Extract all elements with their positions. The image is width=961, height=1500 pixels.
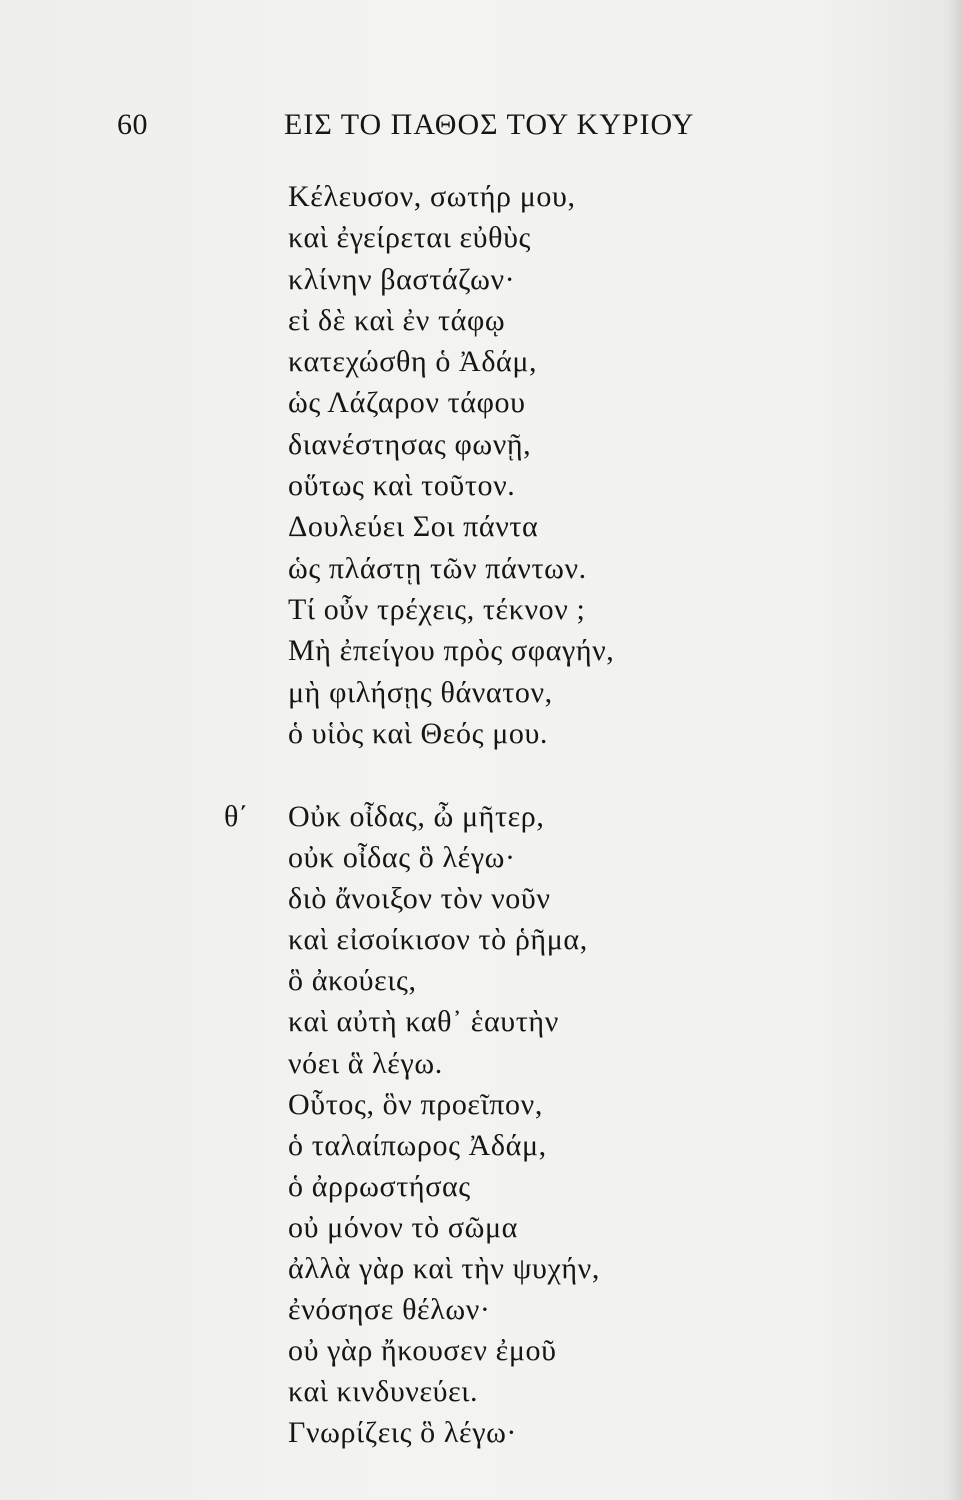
verse-line: διὸ ἄνοιξον τὸν νοῦν [288,882,551,916]
verse-line: ὁ υἱὸς καὶ Θεός μου. [288,716,549,750]
verse-line: ἐνόσησε θέλων· [288,1293,491,1327]
verse-line: Οὗτος, ὃν προεῖπον, [288,1087,543,1121]
verse-line: Γνωρίζεις ὃ λέγω· [288,1416,518,1450]
verse-line: οὐ μόνον τὸ σῶμα [288,1210,518,1244]
verse-line: καὶ αὐτὴ καθ᾿ ἑαυτὴν [288,1005,559,1039]
verse-line: Οὐκ οἶδας, ὦ μῆτερ, [288,800,545,833]
verse-line: ὡς πλάστῃ τῶν πάντων. [288,551,587,585]
stanza-number: θ΄ [224,800,249,833]
verse-line: καὶ εἰσοίκισον τὸ ῥῆμα, [288,923,588,957]
verse-line: νόει ἃ λέγω. [288,1046,443,1080]
verse-line: διανέστησας φωνῇ, [288,427,532,461]
verse-line: Κέλευσον, σωτήρ μου, [288,180,576,213]
verse-line: καὶ κινδυνεύει. [288,1375,479,1409]
verse-line: Δουλεύει Σοι πάντα [288,510,539,544]
page-edge-shadow [947,0,961,1500]
verse-line: οὐ γὰρ ἤκουσεν ἐμοῦ [288,1334,557,1368]
running-head: ΕΙΣ ΤΟ ΠΑΘΟΣ ΤΟΥ ΚΥΡΙΟΥ [284,108,695,141]
verse-line: ὃ ἀκούεις, [288,964,417,998]
verse-line: εἰ δὲ καὶ ἐν τάφῳ [288,303,506,337]
verse-line: κλίνην βαστάζων· [288,262,516,296]
stanza-2 [288,796,600,1454]
verse-line: ἀλλὰ γὰρ καὶ τὴν ψυχήν, [288,1252,600,1286]
page-number: 60 [117,108,148,141]
verse-line: μὴ φιλήσῃς θάνατον, [288,675,553,709]
verse-line: οὕτως καὶ τοῦτον. [288,469,516,503]
stanza-1 [288,176,614,754]
verse-line: Τί οὖν τρέχεις, τέκνον ; [288,592,586,626]
verse-line: κατεχώσθη ὁ Ἀδάμ, [288,345,538,379]
verse-line: καὶ ἐγείρεται εὐθὺς [288,221,532,255]
verse-line: ὁ ἀρρωστήσας [288,1169,471,1203]
verse-line: ὁ ταλαίπωρος Ἀδάμ, [288,1128,547,1162]
verse-line: ὡς Λάζαρον τάφου [288,386,526,420]
verse-line: Μὴ ἐπείγου πρὸς σφαγήν, [288,634,615,668]
verse-line: οὐκ οἶδας ὃ λέγω· [288,841,516,875]
